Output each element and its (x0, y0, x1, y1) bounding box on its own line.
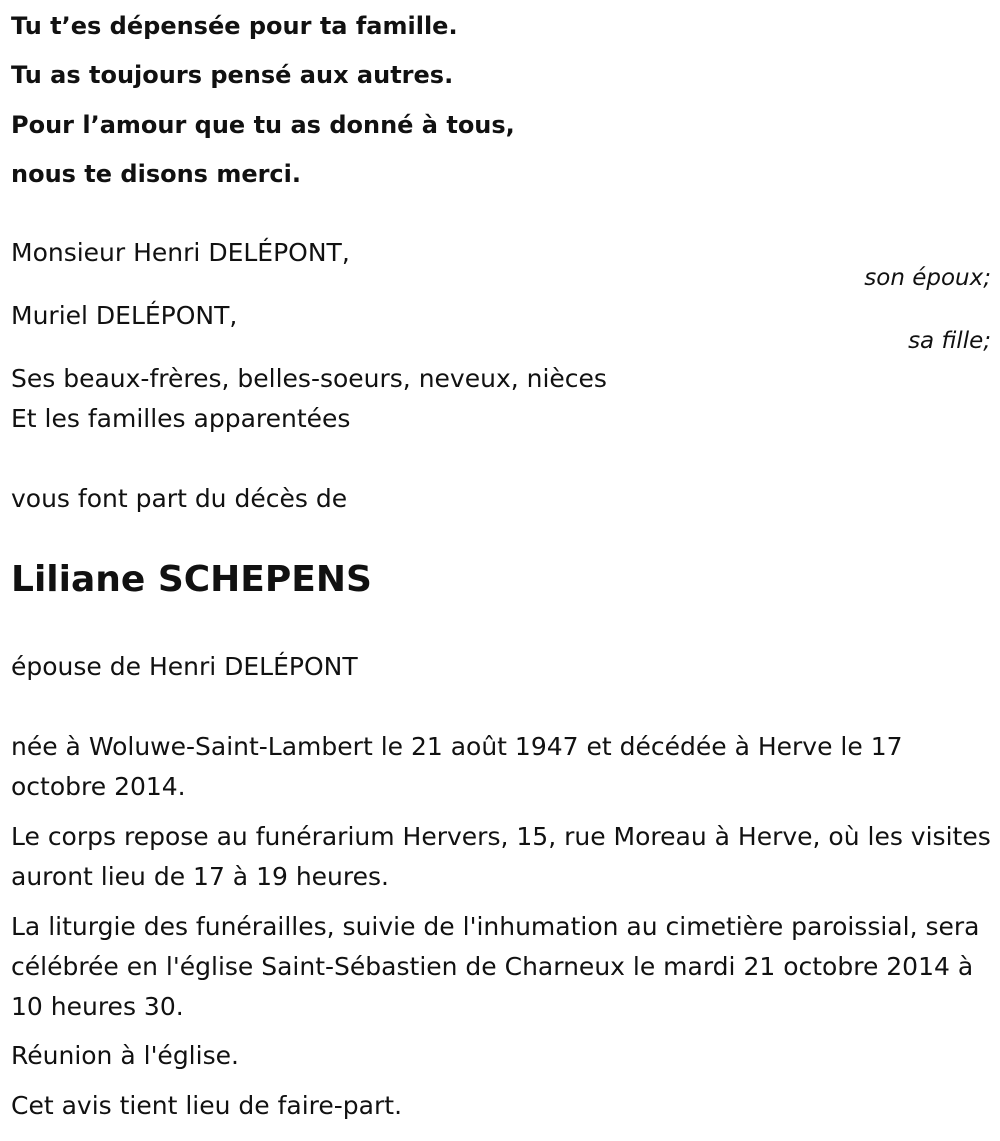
poem-line-1: Tu t’es dépensée pour ta famille. (11, 12, 458, 40)
daughter-name: Muriel DELÉPONT, (11, 301, 238, 330)
spouse-line: épouse de Henri DELÉPONT (11, 652, 358, 681)
announce-text: vous font part du décès de (11, 484, 348, 513)
notice-paragraph: Cet avis tient lieu de faire-part. (11, 1091, 403, 1120)
viewing-paragraph: Le corps repose au funérarium Hervers, 15, rue Moreau à Herve, où les visites auront lieu de 17 à 19 heures. (11, 822, 991, 891)
relatives-line-2: Et les familles apparentées (11, 404, 351, 433)
husband-name: Monsieur Henri DELÉPONT, (11, 238, 350, 267)
meeting-paragraph: Réunion à l'église. (11, 1041, 239, 1070)
funeral-paragraph: La liturgie des funérailles, suivie de l'inhumation au cimetière paroissial, sera célébrée en l'église Saint-Sébastien de Charneux le mardi 21 octobre 2014 à 10 heures 30. (11, 912, 980, 1021)
poem-line-3: Pour l’amour que tu as donné à tous, (11, 111, 515, 139)
deceased-name: Liliane SCHEPENS (11, 559, 372, 600)
poem-line-4: nous te disons merci. (11, 160, 302, 188)
daughter-role: sa fille; (908, 328, 991, 354)
husband-role: son époux; (864, 265, 991, 291)
poem-line-2: Tu as toujours pensé aux autres. (11, 61, 454, 89)
relatives-line-1: Ses beaux-frères, belles-soeurs, neveux, nièces (11, 364, 607, 393)
birth-death-paragraph: née à Woluwe-Saint-Lambert le 21 août 1947 et décédée à Herve le 17 octobre 2014. (11, 732, 903, 801)
